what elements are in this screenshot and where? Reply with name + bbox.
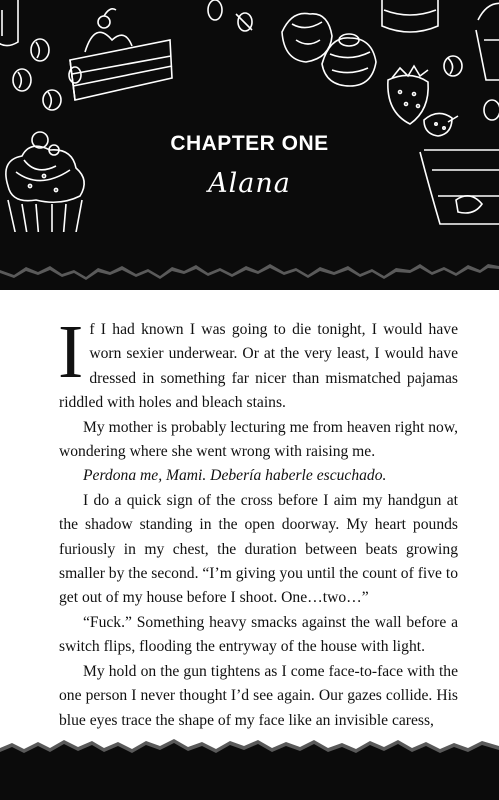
cake-slice-icon (70, 9, 172, 100)
chapter-body (58, 310, 458, 733)
paragraph: My hold on the gun tightens as I come face-to-face with the one person I never thought I’d see again. Our gazes collide. His blue eyes trace the shape of my face like an invisible caress, (59, 662, 458, 729)
coffee-bean-icon (444, 56, 499, 120)
paragraph: If I had known I was going to die tonight, I would have worn sexier underwear. Or at the very least, I would have dressed in something far nicer than mismatched pajamas riddled with holes and bleach stains. (58, 310, 458, 412)
drop-cap: I (58, 310, 84, 394)
coffee-bean-icon (208, 0, 252, 31)
jar-icon (0, 0, 18, 46)
paragraph: “Fuck.” Something heavy smacks against the wall before a switch flips, flooding the entryway of the house with light. (59, 613, 458, 656)
torn-paper-footer (0, 718, 499, 800)
chocolate-truffle-icon (282, 13, 376, 86)
coffee-bean-icon (13, 39, 81, 110)
strawberry-icon (388, 66, 458, 136)
torn-paper-edge (0, 232, 499, 302)
chapter-character-name: Alana (208, 168, 291, 199)
paragraph: I do a quick sign of the cross before I aim my handgun at the shadow standing in the open doorway. My heart pounds furiously in my chest, the duration between beats growing smaller by the second. “I’m giving you until the count of five to get out of my house before I shoot. One…two…” (59, 491, 458, 607)
paragraph-italic: Perdona me, Mami. Debería haberle escuchado. (83, 467, 387, 485)
jar-icon (382, 0, 438, 32)
paragraph: My mother is probably lecturing me from heaven right now, wondering where she went wrong with raising me. (59, 418, 458, 461)
cupcake-icon (476, 3, 499, 80)
chapter-title: CHAPTER ONE (170, 132, 329, 155)
